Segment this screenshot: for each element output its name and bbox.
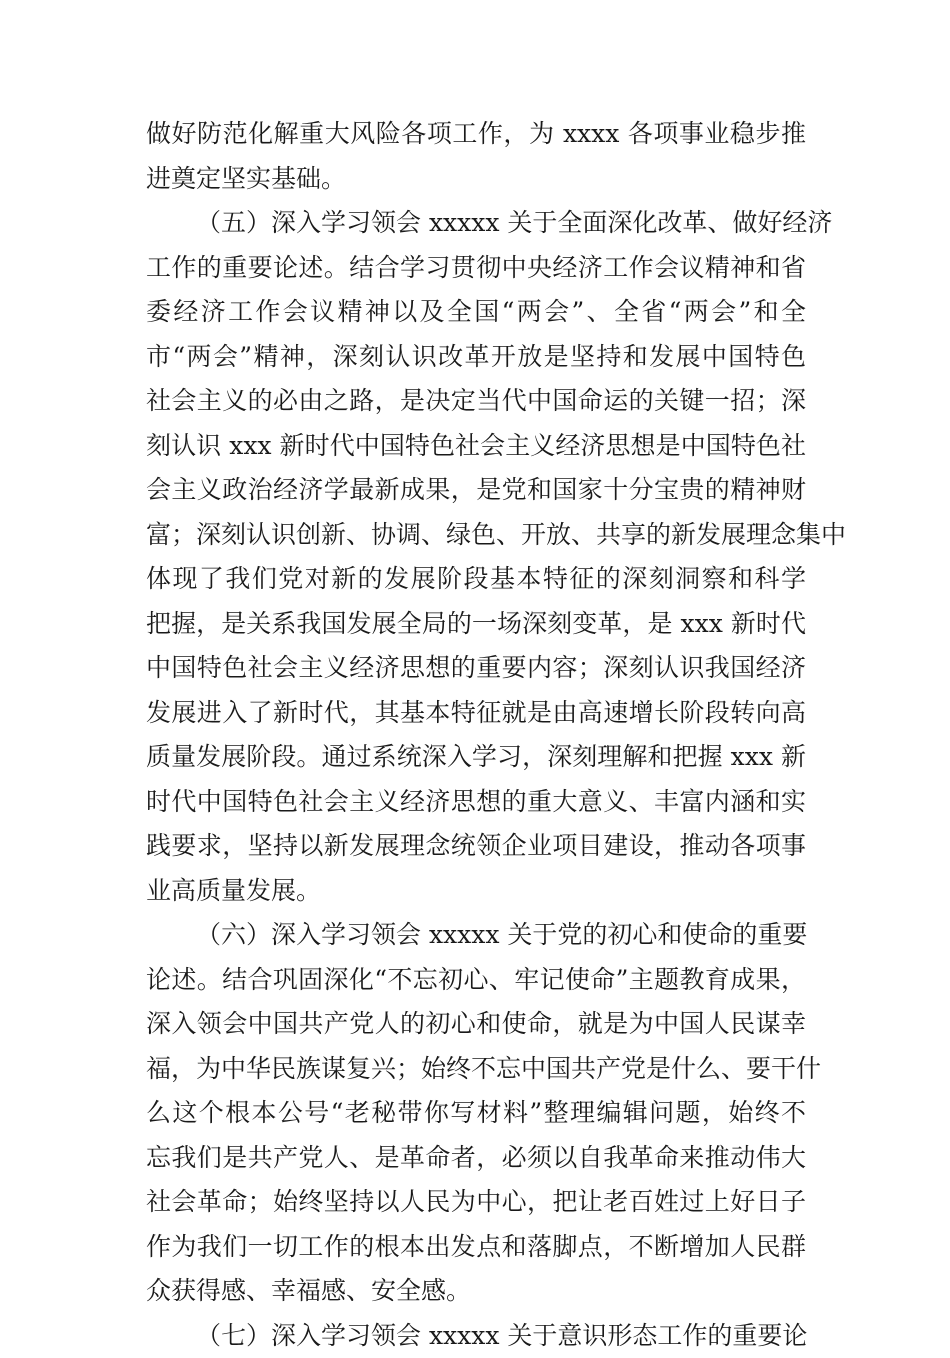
text-line: 进奠定坚实基础。 [146, 157, 806, 202]
text-line: 委经济工作会议精神以及全国“两会”、全省“两会”和全 [146, 290, 806, 335]
text-line: 社会革命；始终坚持以人民为中心，把让老百姓过上好日子 [146, 1180, 806, 1225]
text-line: 中国特色社会主义经济思想的重要内容；深刻认识我国经济 [146, 646, 806, 691]
text-line: （七）深入学习领会 xxxxx 关于意识形态工作的重要论 [146, 1314, 806, 1358]
text-line: 众获得感、幸福感、安全感。 [146, 1269, 806, 1314]
text-line: 会主义政治经济学最新成果，是党和国家十分宝贵的精神财 [146, 468, 806, 513]
text-line: 业高质量发展。 [146, 869, 806, 914]
text-line: 质量发展阶段。通过系统深入学习，深刻理解和把握 xxx 新 [146, 735, 806, 780]
text-line: 福，为中华民族谋复兴；始终不忘中国共产党是什么、要干什 [146, 1047, 806, 1092]
text-line: 深入领会中国共产党人的初心和使命，就是为中国人民谋幸 [146, 1002, 806, 1047]
text-line: 践要求，坚持以新发展理念统领企业项目建设，推动各项事 [146, 824, 806, 869]
text-line: 市“两会”精神，深刻认识改革开放是坚持和发展中国特色 [146, 335, 806, 380]
text-line: 工作的重要论述。结合学习贯彻中央经济工作会议精神和省 [146, 246, 806, 291]
text-line: 论述。结合巩固深化“不忘初心、牢记使命”主题教育成果， [146, 958, 806, 1003]
text-line: （六）深入学习领会 xxxxx 关于党的初心和使命的重要 [146, 913, 806, 958]
text-line: 忘我们是共产党人、是革命者，必须以自我革命来推动伟大 [146, 1136, 806, 1181]
text-line: 做好防范化解重大风险各项工作，为 xxxx 各项事业稳步推 [146, 112, 806, 157]
text-line: 刻认识 xxx 新时代中国特色社会主义经济思想是中国特色社 [146, 424, 806, 469]
text-line: 社会主义的必由之路，是决定当代中国命运的关键一招；深 [146, 379, 806, 424]
text-line: 发展进入了新时代，其基本特征就是由高速增长阶段转向高 [146, 691, 806, 736]
text-line: 体现了我们党对新的发展阶段基本特征的深刻洞察和科学 [146, 557, 806, 602]
text-line: 把握，是关系我国发展全局的一场深刻变革，是 xxx 新时代 [146, 602, 806, 647]
text-line: 时代中国特色社会主义经济思想的重大意义、丰富内涵和实 [146, 780, 806, 825]
document-body [146, 112, 806, 1358]
text-line: 作为我们一切工作的根本出发点和落脚点，不断增加人民群 [146, 1225, 806, 1270]
text-line: （五）深入学习领会 xxxxx 关于全面深化改革、做好经济 [146, 201, 806, 246]
text-line: 么这个根本公号“老秘带你写材料”整理编辑问题，始终不 [146, 1091, 806, 1136]
text-line: 富；深刻认识创新、协调、绿色、开放、共享的新发展理念集中 [146, 513, 806, 558]
